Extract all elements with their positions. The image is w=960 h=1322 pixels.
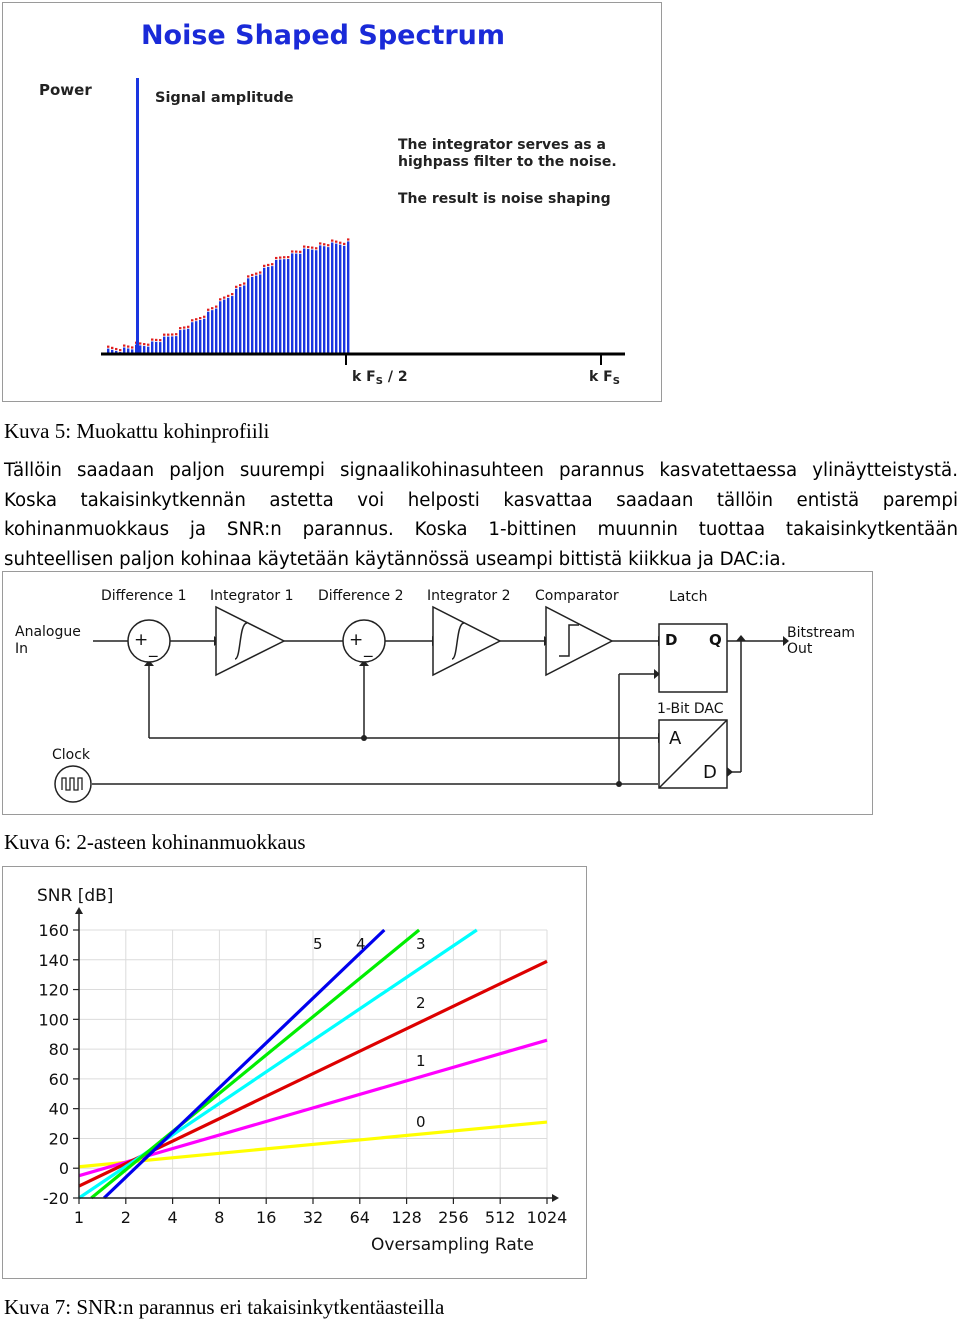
- body-paragraph: [4, 456, 958, 574]
- noise-bar: [335, 244, 337, 353]
- chart-tick-labels: [38, 921, 567, 1227]
- signal-peak-bar: [136, 78, 139, 353]
- noise-envelope-dot: [267, 264, 269, 266]
- noise-bar: [327, 247, 329, 353]
- noise-envelope-dot: [347, 238, 349, 240]
- noise-envelope-dot: [283, 256, 285, 258]
- noise-bar: [151, 341, 153, 353]
- noise-bar: [107, 349, 109, 353]
- noise-envelope-dot: [303, 246, 305, 248]
- svg-text:_: _: [364, 638, 373, 658]
- label-bitstream: Bitstream: [787, 625, 856, 641]
- noise-envelope-dot: [227, 295, 229, 297]
- noise-envelope-dot: [107, 346, 109, 348]
- x-tick-label: 4: [167, 1208, 178, 1227]
- noise-bar: [207, 312, 209, 353]
- paragraph-line: Tällöin saadaan paljon suurempi signaalikohinasuhteen parannus kasvatettaessa ylinäytteistystä.: [4, 460, 958, 481]
- noise-envelope-dot: [175, 333, 177, 335]
- y-tick-label: 100: [38, 1010, 69, 1030]
- label-clock: Clock: [52, 747, 91, 763]
- noise-envelope-dot: [291, 250, 293, 252]
- label-difference-1: Difference 1: [101, 588, 187, 604]
- noise-bar: [263, 268, 265, 353]
- figure-snr-chart: [2, 866, 587, 1279]
- noise-envelope-dot: [263, 265, 265, 267]
- noise-bar: [251, 277, 253, 353]
- noise-bar: [291, 253, 293, 353]
- noise-bar: [159, 342, 161, 353]
- noise-envelope-dot: [319, 242, 321, 244]
- noise-envelope-dot: [223, 297, 225, 299]
- noise-envelope-dot: [335, 241, 337, 243]
- noise-bar: [311, 250, 313, 353]
- series-label-2: 2: [416, 994, 426, 1012]
- noise-envelope-dot: [239, 284, 241, 286]
- noise-envelope-dot: [207, 309, 209, 311]
- noise-bar: [195, 321, 197, 353]
- note-line-3: The result is noise shaping: [398, 191, 611, 207]
- noise-envelope-dot: [243, 282, 245, 284]
- x-tick-label: 2: [120, 1208, 131, 1227]
- x-tick-label: 128: [391, 1208, 422, 1227]
- label-integrator-2: Integrator 2: [427, 588, 511, 604]
- noise-envelope-dot: [111, 347, 113, 349]
- noise-envelope-dot: [159, 339, 161, 341]
- y-axis-arrow: [75, 907, 83, 914]
- series-line-5: [104, 930, 384, 1198]
- noise-envelope-dot: [343, 243, 345, 245]
- caption-figure-6: Kuva 6: 2-asteen kohinanmuokkaus: [4, 830, 306, 854]
- x-tick-label: 64: [349, 1208, 370, 1227]
- y-tick-label: -20: [42, 1189, 69, 1208]
- noise-bar: [127, 348, 129, 353]
- noise-bar: [331, 243, 333, 353]
- noise-envelope-dot: [155, 339, 157, 341]
- fs-label: k $F_S$: [589, 369, 620, 387]
- noise-envelope-dot: [247, 275, 249, 277]
- noise-envelope-dot: [275, 257, 277, 259]
- noise-envelope-dot: [115, 348, 117, 350]
- x-tick-label: 1: [73, 1208, 85, 1227]
- noise-envelope-dot: [235, 286, 237, 288]
- clock-icon: [55, 766, 91, 802]
- noise-bar: [163, 337, 165, 353]
- comparator-icon: [546, 607, 612, 675]
- y-tick-label: 0: [58, 1159, 69, 1179]
- label-integrator-1: Integrator 1: [210, 588, 294, 604]
- label-analogue: Analogue: [15, 624, 81, 640]
- chart-grid: [79, 930, 547, 1198]
- snr-chart: [3, 867, 586, 1278]
- noise-envelope-dot: [167, 334, 169, 336]
- signal-amplitude-label: Signal amplitude: [155, 90, 294, 106]
- noise-bar: [131, 349, 133, 353]
- x-tick-label: 512: [484, 1208, 516, 1227]
- noise-envelope-dot: [139, 342, 141, 344]
- y-tick-label: 140: [38, 950, 69, 970]
- noise-bar: [307, 249, 309, 353]
- noise-envelope-dot: [323, 243, 325, 245]
- series-label-5: 5: [313, 935, 323, 953]
- noise-envelope-dot: [259, 271, 261, 273]
- noise-envelope-dot: [183, 326, 185, 328]
- y-tick-label: 20: [48, 1129, 69, 1149]
- noise-envelope-dot: [143, 343, 145, 345]
- y-tick-label: 120: [38, 980, 69, 1000]
- paragraph-line: kohinanmuokkaus ja SNR:n parannus. Koska 1-bittinen muunnin tuottaa takaisinkytkentään: [4, 519, 958, 540]
- label-latch: Latch: [669, 589, 708, 605]
- noise-envelope-dot: [219, 298, 221, 300]
- svg-text:D: D: [703, 762, 717, 783]
- x-tick-label: 8: [214, 1208, 225, 1227]
- note-line-1: The integrator serves as a: [398, 137, 606, 153]
- noise-bar: [275, 260, 277, 353]
- noise-envelope-dot: [287, 256, 289, 258]
- noise-bar: [231, 296, 233, 353]
- y-tick-label: 80: [48, 1040, 69, 1060]
- noise-envelope-dot: [179, 327, 181, 329]
- figure-noise-shaper-diagram: [2, 571, 873, 815]
- paragraph-line: Koska takaisinkytkennän astetta voi helposti kasvattaa saadaan tällöin entistä parempi: [4, 489, 958, 511]
- noise-envelope-dot: [331, 240, 333, 242]
- noise-bar: [235, 289, 237, 353]
- spectrum-image: [3, 3, 661, 401]
- noise-envelope-dot: [195, 318, 197, 320]
- integrator-1-icon: [216, 607, 284, 675]
- noise-bar: [303, 249, 305, 353]
- noise-bar: [223, 300, 225, 353]
- noise-bar: [183, 329, 185, 353]
- x-tick-label: 1024: [526, 1208, 568, 1227]
- noise-bar: [279, 259, 281, 353]
- noise-bar: [299, 254, 301, 353]
- svg-text:+: +: [134, 630, 149, 650]
- noise-bar: [239, 287, 241, 353]
- noise-bar: [155, 342, 157, 353]
- noise-bar: [243, 285, 245, 353]
- svg-text:A: A: [669, 728, 682, 749]
- noise-envelope-dot: [279, 256, 281, 258]
- noise-bar: [339, 245, 341, 353]
- svg-text:+: +: [349, 630, 364, 650]
- block-diagram: [3, 572, 872, 814]
- noise-bar: [187, 329, 189, 353]
- noise-bar: [211, 310, 213, 353]
- series-label-4: 4: [356, 935, 366, 953]
- note-line-2: highpass filter to the noise.: [398, 154, 617, 170]
- noise-bar: [199, 320, 201, 353]
- x-tick-label: 256: [438, 1208, 469, 1227]
- noise-envelope-dot: [307, 246, 309, 248]
- spectrum-title: Noise Shaped Spectrum: [140, 20, 506, 51]
- noise-bar: [259, 274, 261, 353]
- noise-bar: [167, 337, 169, 353]
- noise-bar: [323, 246, 325, 353]
- noise-envelope-dot: [299, 251, 301, 253]
- noise-bar: [283, 259, 285, 353]
- noise-envelope-dot: [251, 274, 253, 276]
- noise-envelope-dot: [215, 306, 217, 308]
- noise-bar: [271, 266, 273, 353]
- noise-envelope-dot: [187, 326, 189, 328]
- noise-envelope-dot: [131, 346, 133, 348]
- noise-envelope-dot: [123, 344, 125, 346]
- noise-envelope-dot: [327, 244, 329, 246]
- noise-envelope-dot: [339, 242, 341, 244]
- label-difference-2: Difference 2: [318, 588, 404, 604]
- noise-envelope-dot: [315, 247, 317, 249]
- noise-envelope-dot: [271, 263, 273, 265]
- x-axis-arrow: [552, 1194, 559, 1202]
- noise-bar: [175, 336, 177, 353]
- dac-block: [659, 720, 727, 788]
- noise-bar: [139, 345, 141, 353]
- noise-envelope-dot: [127, 345, 129, 347]
- noise-bar: [179, 330, 181, 353]
- noise-bar: [347, 241, 349, 353]
- noise-bar: [147, 347, 149, 353]
- y-tick-label: 40: [48, 1099, 69, 1119]
- svg-text:Q: Q: [709, 631, 722, 649]
- y-tick-label: 60: [48, 1069, 69, 1089]
- series-label-1: 1: [416, 1052, 426, 1070]
- paragraph-line: suhteellisen paljon kohinaa käytetään käytännössä useampi bittistä kiikkua ja DAC:ia.: [4, 548, 787, 570]
- noise-envelope-dot: [211, 307, 213, 309]
- x-tick-label: 16: [256, 1208, 277, 1227]
- noise-envelope-dot: [163, 334, 165, 336]
- series-label-3: 3: [416, 935, 426, 953]
- series-line-4: [91, 930, 419, 1198]
- noise-bar: [143, 346, 145, 353]
- integrator-2-icon: [433, 607, 500, 675]
- noise-envelope-dot: [199, 317, 201, 319]
- figure-noise-shaped-spectrum: [2, 2, 662, 402]
- difference-2-summer: [343, 620, 385, 662]
- noise-bar: [315, 250, 317, 353]
- noise-envelope-dot: [191, 319, 193, 321]
- noise-bar: [123, 347, 125, 353]
- x-axis-label: Oversampling Rate: [371, 1235, 534, 1255]
- noise-bar: [343, 246, 345, 353]
- label-out: Out: [787, 641, 813, 657]
- label-in: In: [15, 641, 29, 657]
- noise-bar: [203, 319, 205, 353]
- caption-figure-5: Kuva 5: Muokattu kohinprofiili: [4, 419, 270, 443]
- noise-envelope-dot: [295, 251, 297, 253]
- noise-envelope-dot: [171, 333, 173, 335]
- label-1bit-dac: 1-Bit DAC: [657, 701, 724, 717]
- y-axis-label: SNR [dB]: [37, 886, 114, 906]
- noise-envelope-dot: [119, 349, 121, 351]
- noise-envelope-dot: [311, 247, 313, 249]
- noise-envelope-dot: [203, 316, 205, 318]
- difference-1-summer: [128, 620, 170, 662]
- noise-bar: [267, 267, 269, 353]
- x-tick-label: 32: [302, 1208, 324, 1227]
- noise-bar: [287, 259, 289, 353]
- noise-envelope-dot: [147, 344, 149, 346]
- caption-figure-7: Kuva 7: SNR:n parannus eri takaisinkytkentäasteilla: [4, 1295, 445, 1319]
- series-label-0: 0: [416, 1113, 426, 1131]
- noise-bar: [227, 298, 229, 353]
- noise-envelope-dot: [255, 273, 257, 275]
- label-comparator: Comparator: [535, 588, 619, 604]
- noise-bar: [295, 254, 297, 353]
- noise-bar: [255, 276, 257, 353]
- svg-text:_: _: [149, 638, 158, 658]
- svg-text:D: D: [665, 631, 678, 649]
- half-fs-label: k $F_S / 2$: [352, 369, 408, 387]
- noise-envelope-dot: [231, 293, 233, 295]
- spectrum-bars: [107, 238, 349, 353]
- noise-bar: [219, 301, 221, 353]
- noise-bar: [319, 245, 321, 353]
- noise-envelope-dot: [151, 338, 153, 340]
- noise-bar: [171, 336, 173, 353]
- y-tick-label: 160: [38, 921, 69, 940]
- noise-bar: [191, 322, 193, 353]
- noise-bar: [215, 309, 217, 353]
- noise-bar: [247, 278, 249, 353]
- latch-block: [659, 624, 727, 692]
- power-label: Power: [39, 81, 92, 99]
